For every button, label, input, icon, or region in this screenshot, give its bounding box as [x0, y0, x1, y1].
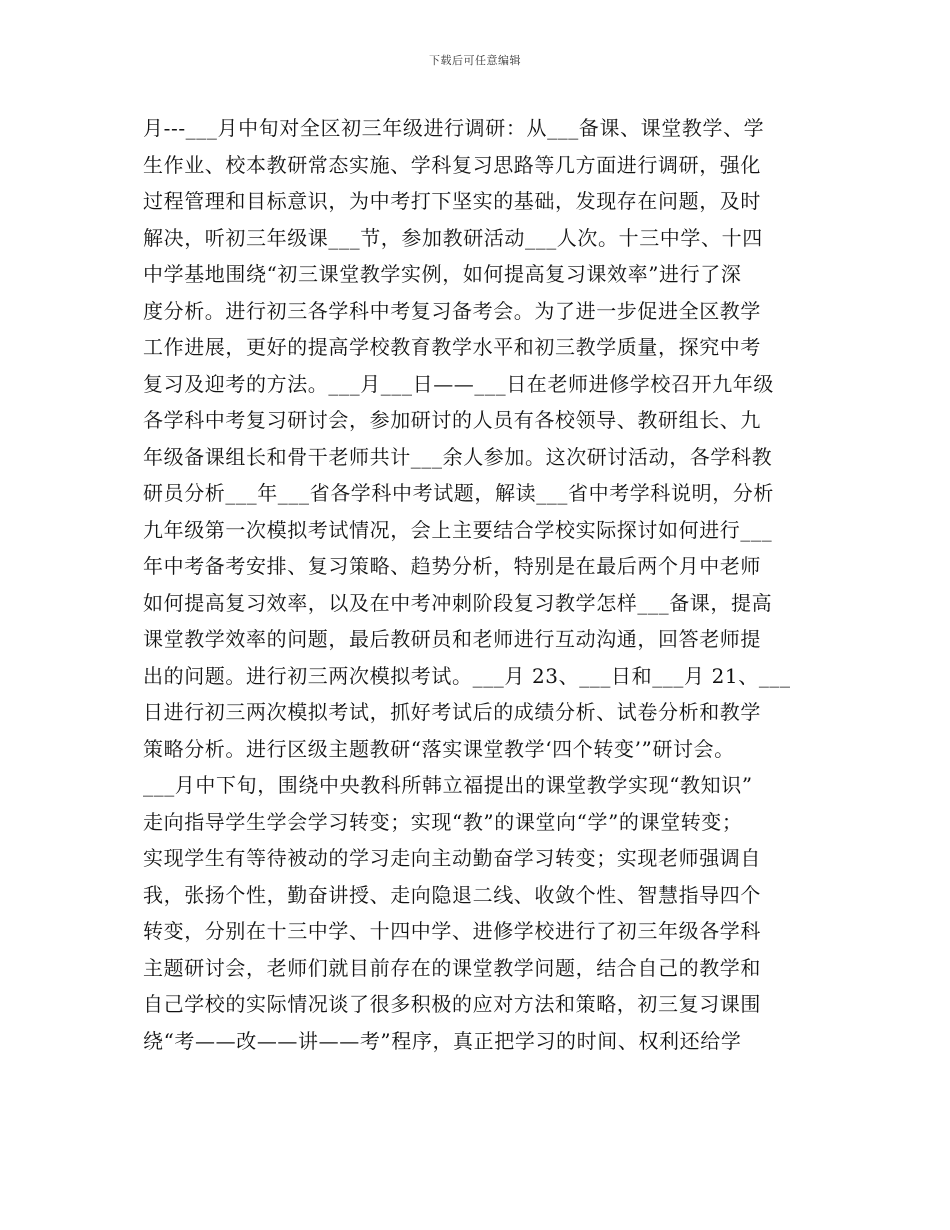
text-line: 如何提高复习效率，以及在中考冲刺阶段复习教学怎样___备课，提高 [143, 590, 773, 615]
text-line: 实现学生有等待被动的学习走向主动勤奋学习转变；实现老师强调自 [143, 846, 761, 870]
text-line: 年中考备考安排、复习策略、趋势分析，特别是在最后两个月中老师 [143, 554, 761, 578]
text-line: 复习及迎考的方法。___月___日——___日在老师进修学校召开九年级 [143, 371, 774, 396]
text-line: 度分析。进行初三各学科中考复习备考会。为了进一步促进全区教学 [143, 298, 761, 323]
text-line: 生作业、校本教研常态实施、学科复习思路等几方面进行调研，强化 [143, 152, 761, 177]
text-line: 日进行初三两次模拟考试，抓好考试后的成绩分析、试卷分析和教学 [143, 700, 761, 724]
text-line: ___月中下旬，围绕中央教科所韩立福提出的课堂教学实现“教知识” [143, 773, 753, 797]
page-header: 下载后可任意编辑 [429, 54, 521, 67]
text-line: 策略分析。进行区级主题教研“落实课堂教学‘四个转变’”研讨会。 [143, 736, 735, 761]
text-line: 年级备课组长和骨干老师共计___余人参加。这次研讨活动，各学科教 [143, 444, 773, 469]
text-line: 转变，分别在十三中学、十四中学、进修学校进行了初三年级各学科 [143, 919, 761, 943]
text-line: 主题研讨会，老师们就目前存在的课堂教学问题，结合自己的教学和 [143, 955, 761, 980]
text-line: 解决，听初三年级课___节，参加教研活动___人次。十三中学、十四 [143, 225, 763, 250]
text-line: 自己学校的实际情况谈了很多积极的应对方法和策略，初三复习课围 [143, 992, 761, 1016]
text-line: 走向指导学生学会学习转变；实现“教”的课堂向“学”的课堂转变； [143, 809, 743, 834]
text-line: 研员分析___年___省各学科中考试题，解读___省中考学科说明，分析 [143, 481, 774, 505]
text-line: 课堂教学效率的问题，最后教研员和老师进行互动沟通，回答老师提 [143, 627, 761, 651]
text-line: 月---___月中旬对全区初三年级进行调研：从___备课、课堂教学、学 [143, 116, 765, 140]
document-body [143, 110, 823, 1059]
text-line: 九年级第一次模拟考试情况，会上主要结合学校实际探讨如何进行___ [143, 517, 773, 542]
text-line: 我，张扬个性，勤奋讲授、走向隐退二线、收敛个性、智慧指导四个 [143, 882, 761, 907]
text-line: 过程管理和目标意识，为中考打下坚实的基础，发现存在问题，及时 [143, 189, 761, 213]
text-line: 各学科中考复习研讨会，参加研讨的人员有各校领导、教研组长、九 [143, 408, 761, 432]
text-line: 中学基地围绕“初三课堂教学实例，如何提高复习课效率”进行了深 [143, 262, 742, 286]
text-line: 绕“考——改——讲——考”程序，真正把学习的时间、权利还给学 [143, 1028, 742, 1053]
text-line: 出的问题。进行初三两次模拟考试。___月 23、___日和___月 21、___ [143, 663, 791, 688]
text-line: 工作进展，更好的提高学校教育教学水平和初三教学质量，探究中考 [143, 335, 761, 359]
